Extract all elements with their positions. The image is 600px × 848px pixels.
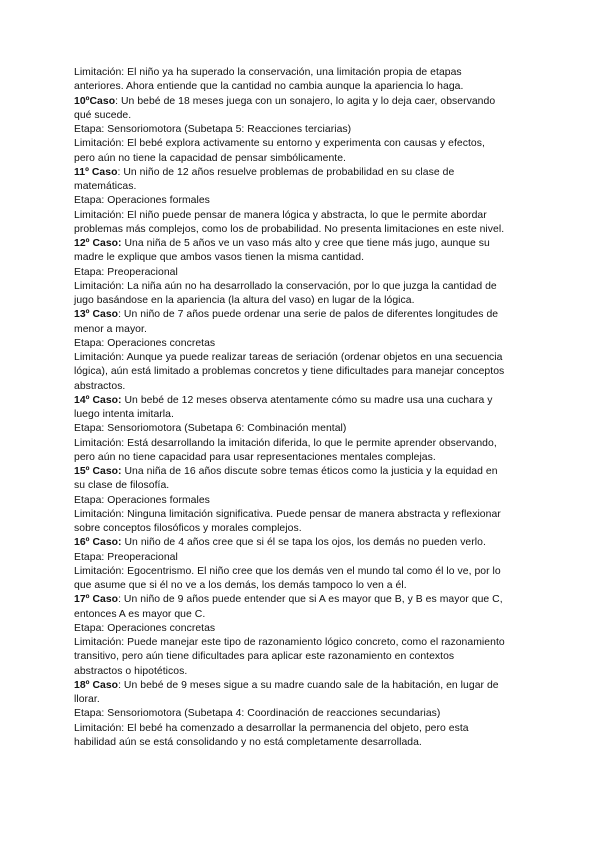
line-text: Limitación: El bebé explora activamente su entorno y experimenta con causas y efectos, (74, 138, 485, 150)
text-line (74, 80, 532, 94)
text-line (74, 707, 532, 721)
text-line (74, 679, 532, 693)
text-line (74, 608, 532, 622)
line-text: Etapa: Preoperacional (74, 551, 178, 563)
line-text: Etapa: Sensoriomotora (Subetapa 5: Reacciones terciarias) (74, 124, 352, 135)
line-text: menor a mayor. (74, 323, 147, 335)
text-line (74, 593, 532, 607)
text-line (74, 351, 532, 365)
line-text: : Un niño de 12 años resuelve problemas de probabilidad en su clase de (117, 166, 455, 178)
line-text: pero aún no tiene capacidad para usar representaciones mentales complejas. (74, 451, 436, 463)
text-line (74, 437, 532, 451)
text-line (74, 736, 532, 750)
line-text: lógica), aún está limitado a problemas concretos y tiene dificultades para manejar conceptos (74, 366, 505, 378)
text-line (74, 308, 532, 322)
line-text: Etapa: Preoperacional (74, 266, 178, 278)
line-text: qué sucede. (74, 109, 132, 121)
text-line (74, 536, 532, 550)
line-text: Limitación: Egocentrismo. El niño cree que los demás ven el mundo tal como él lo ve, por lo (74, 565, 501, 577)
line-text: problemas más complejos, como los de probabilidad. No presenta limitaciones en este nivel. (74, 223, 505, 235)
case-heading: 13º Caso (74, 309, 119, 321)
text-line (74, 237, 532, 251)
line-text: Limitación: El niño puede pensar de manera lógica y abstracta, lo que le permite abordar (74, 209, 487, 221)
line-text: Una niña de 16 años discute sobre temas éticos como la justicia y la equidad en (121, 466, 498, 477)
text-line (74, 280, 532, 294)
text-line (74, 166, 532, 180)
text-line (74, 408, 532, 422)
text-line (74, 95, 532, 109)
line-text: habilidad aún se está consolidando y no está completamente desarrollada. (74, 736, 422, 748)
case-heading: 16º Caso: (74, 537, 122, 549)
line-text: : Un bebé de 9 meses sigue a su madre cuando sale de la habitación, en lugar de (118, 679, 499, 691)
case-heading: 15º Caso: (74, 466, 122, 477)
case-heading: 11º Caso (74, 166, 118, 178)
line-text: luego intenta imitarla. (74, 409, 174, 420)
line-text: madre le explique que ambos vasos tienen la misma cantidad. (74, 252, 365, 264)
case-heading: 10ºCaso (74, 95, 116, 107)
line-text: Limitación: La niña aún no ha desarrollado la conservación, por lo que juzga la cantidad de (74, 280, 497, 292)
line-text: Limitación: Puede manejar este tipo de razonamiento lógico concreto, como el razonamiento (74, 637, 505, 648)
line-text: Etapa: Sensoriomotora (Subetapa 4: Coordinación de reacciones secundarias) (74, 708, 441, 720)
text-line (74, 266, 532, 280)
line-text: llorar. (74, 694, 100, 705)
line-text: : Un niño de 9 años puede entender que si A es mayor que B, y B es mayor que C, (118, 594, 503, 606)
text-line (74, 180, 532, 194)
text-line (74, 365, 532, 379)
line-text: Limitación: Aunque ya puede realizar tareas de seriación (ordenar objetos en una secuencia (74, 352, 503, 363)
text-line (74, 66, 532, 80)
text-line (74, 451, 532, 465)
text-line (74, 251, 532, 265)
line-text: Etapa: Operaciones concretas (74, 622, 216, 634)
line-text: Una niña de 5 años ve un vaso más alto y cree que tiene más jugo, aunque su (121, 238, 490, 249)
text-line (74, 622, 532, 636)
text-line (74, 109, 532, 123)
line-text: : Un bebé de 18 meses juega con un sonajero, lo agita y lo deja caer, observando (115, 95, 496, 107)
text-line (74, 137, 532, 151)
text-line (74, 123, 532, 137)
line-text: entonces A es mayor que C. (74, 608, 206, 620)
text-line (74, 479, 532, 493)
text-line (74, 223, 532, 237)
case-heading: 17º Caso (74, 594, 119, 606)
text-line (74, 579, 532, 593)
line-text: que asume que si él no ve a los demás, los demás tampoco lo ven a él. (74, 580, 407, 591)
line-text: abstractos o hipotéticos. (74, 665, 188, 677)
line-text: Limitación: Ninguna limitación significativa. Puede pensar de manera abstracta y reflexionar (74, 508, 501, 520)
case-heading: 18º Caso (74, 679, 119, 691)
line-text: Limitación: El bebé ha comenzado a desarrollar la permanencia del objeto, pero esta (74, 722, 469, 734)
text-line (74, 209, 532, 223)
text-line (74, 650, 532, 664)
text-line (74, 152, 532, 166)
text-line (74, 380, 532, 394)
text-line (74, 722, 532, 736)
line-text: transitivo, pero aún tiene dificultades para aplicar este razonamiento en contextos (74, 651, 455, 663)
line-text: : Un niño de 7 años puede ordenar una serie de palos de diferentes longitudes de (118, 309, 499, 321)
document-page (74, 66, 532, 750)
text-line (74, 422, 532, 436)
line-text: matemáticas. (74, 181, 137, 192)
line-text: Etapa: Operaciones concretas (74, 337, 216, 349)
line-text: abstractos. (74, 380, 126, 392)
text-line (74, 508, 532, 522)
line-text: su clase de filosofía. (74, 480, 170, 492)
text-line (74, 394, 532, 408)
text-line (74, 565, 532, 579)
text-line (74, 337, 532, 351)
text-line (74, 693, 532, 707)
text-line (74, 494, 532, 508)
text-line (74, 551, 532, 565)
text-line (74, 465, 532, 479)
line-text: sobre conceptos filosóficos y morales complejos. (74, 523, 302, 534)
line-text: Etapa: Operaciones formales (74, 494, 210, 506)
text-line (74, 323, 532, 337)
case-heading: 14º Caso: (74, 394, 122, 406)
line-text: Limitación: Está desarrollando la imitación diferida, lo que le permite aprender observando, (74, 437, 497, 449)
text-line (74, 665, 532, 679)
line-text: Un niño de 4 años cree que si él se tapa los ojos, los demás no pueden verlo. (121, 537, 486, 549)
text-line (74, 522, 532, 536)
line-text: jugo basándose en la apariencia (la altura del vaso) en lugar de la lógica. (74, 295, 415, 306)
text-line (74, 294, 532, 308)
text-line (74, 194, 532, 208)
line-text: anteriores. Ahora entiende que la cantidad no cambia aunque la apariencia lo haga. (74, 81, 464, 93)
text-line (74, 636, 532, 650)
line-text: Un bebé de 12 meses observa atentamente cómo su madre usa una cuchara y (121, 394, 493, 406)
line-text: Etapa: Sensoriomotora (Subetapa 6: Combinación mental) (74, 423, 347, 435)
line-text: pero aún no tiene la capacidad de pensar simbólicamente. (74, 152, 346, 164)
line-text: Limitación: El niño ya ha superado la conservación, una limitación propia de etapas (74, 67, 462, 78)
line-text: Etapa: Operaciones formales (74, 195, 210, 207)
case-heading: 12º Caso: (74, 238, 122, 249)
